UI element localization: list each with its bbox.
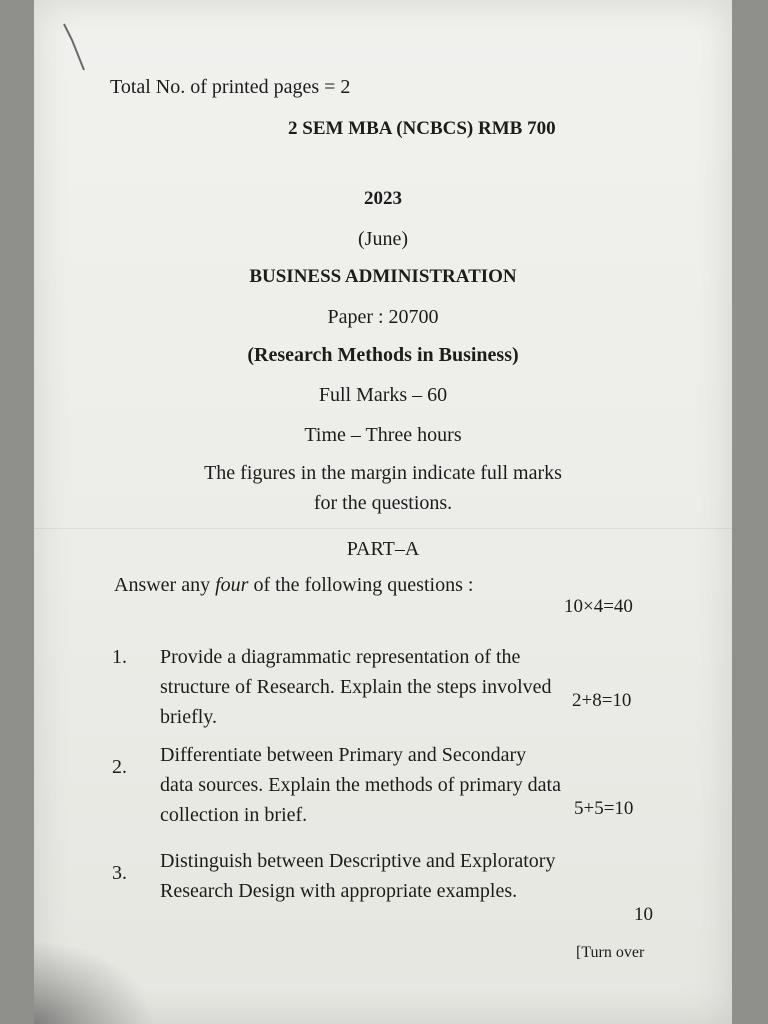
instruction-line-1: The figures in the margin indicate full marks bbox=[204, 462, 562, 484]
course-code: 2 SEM MBA (NCBCS) RMB 700 bbox=[288, 118, 556, 139]
question-text: Provide a diagrammatic representation of the structure of Research. Explain the steps involved briefly. bbox=[160, 646, 552, 728]
instruction-line-2: for the questions. bbox=[313, 492, 453, 514]
paper-title: (Research Methods in Business) bbox=[247, 344, 519, 366]
question-number: 2. bbox=[112, 756, 127, 778]
question-marks: 2+8=10 bbox=[572, 690, 632, 711]
question-number: 3. bbox=[112, 862, 127, 884]
shadow-corner bbox=[34, 940, 154, 1024]
question-text: Differentiate between Primary and Secondary data sources. Explain the methods of primary data collection in brief. bbox=[160, 744, 561, 826]
part-a-instruction: Answer any four of the following questions : bbox=[114, 574, 474, 596]
paper-fold-line bbox=[34, 528, 732, 529]
question-number: 1. bbox=[112, 646, 127, 668]
turn-over-note: [Turn over bbox=[576, 944, 645, 961]
time-allowed: Time – Three hours bbox=[304, 424, 462, 446]
paper-number: Paper : 20700 bbox=[327, 306, 439, 328]
question-marks: 10 bbox=[634, 904, 653, 925]
part-a-title: PART–A bbox=[346, 538, 420, 560]
part-a-marks: 10×4=40 bbox=[564, 596, 633, 617]
exam-session: (June) bbox=[358, 228, 408, 250]
printed-pages: Total No. of printed pages = 2 bbox=[110, 76, 351, 98]
pen-mark bbox=[62, 20, 102, 80]
exam-year: 2023 bbox=[364, 188, 402, 209]
subject-title: BUSINESS ADMINISTRATION bbox=[249, 266, 517, 287]
full-marks: Full Marks – 60 bbox=[318, 384, 448, 406]
question-marks: 5+5=10 bbox=[574, 798, 634, 819]
question-text: Distinguish between Descriptive and Exploratory Research Design with appropriate examples. bbox=[160, 850, 556, 902]
exam-paper-page bbox=[34, 0, 732, 1024]
